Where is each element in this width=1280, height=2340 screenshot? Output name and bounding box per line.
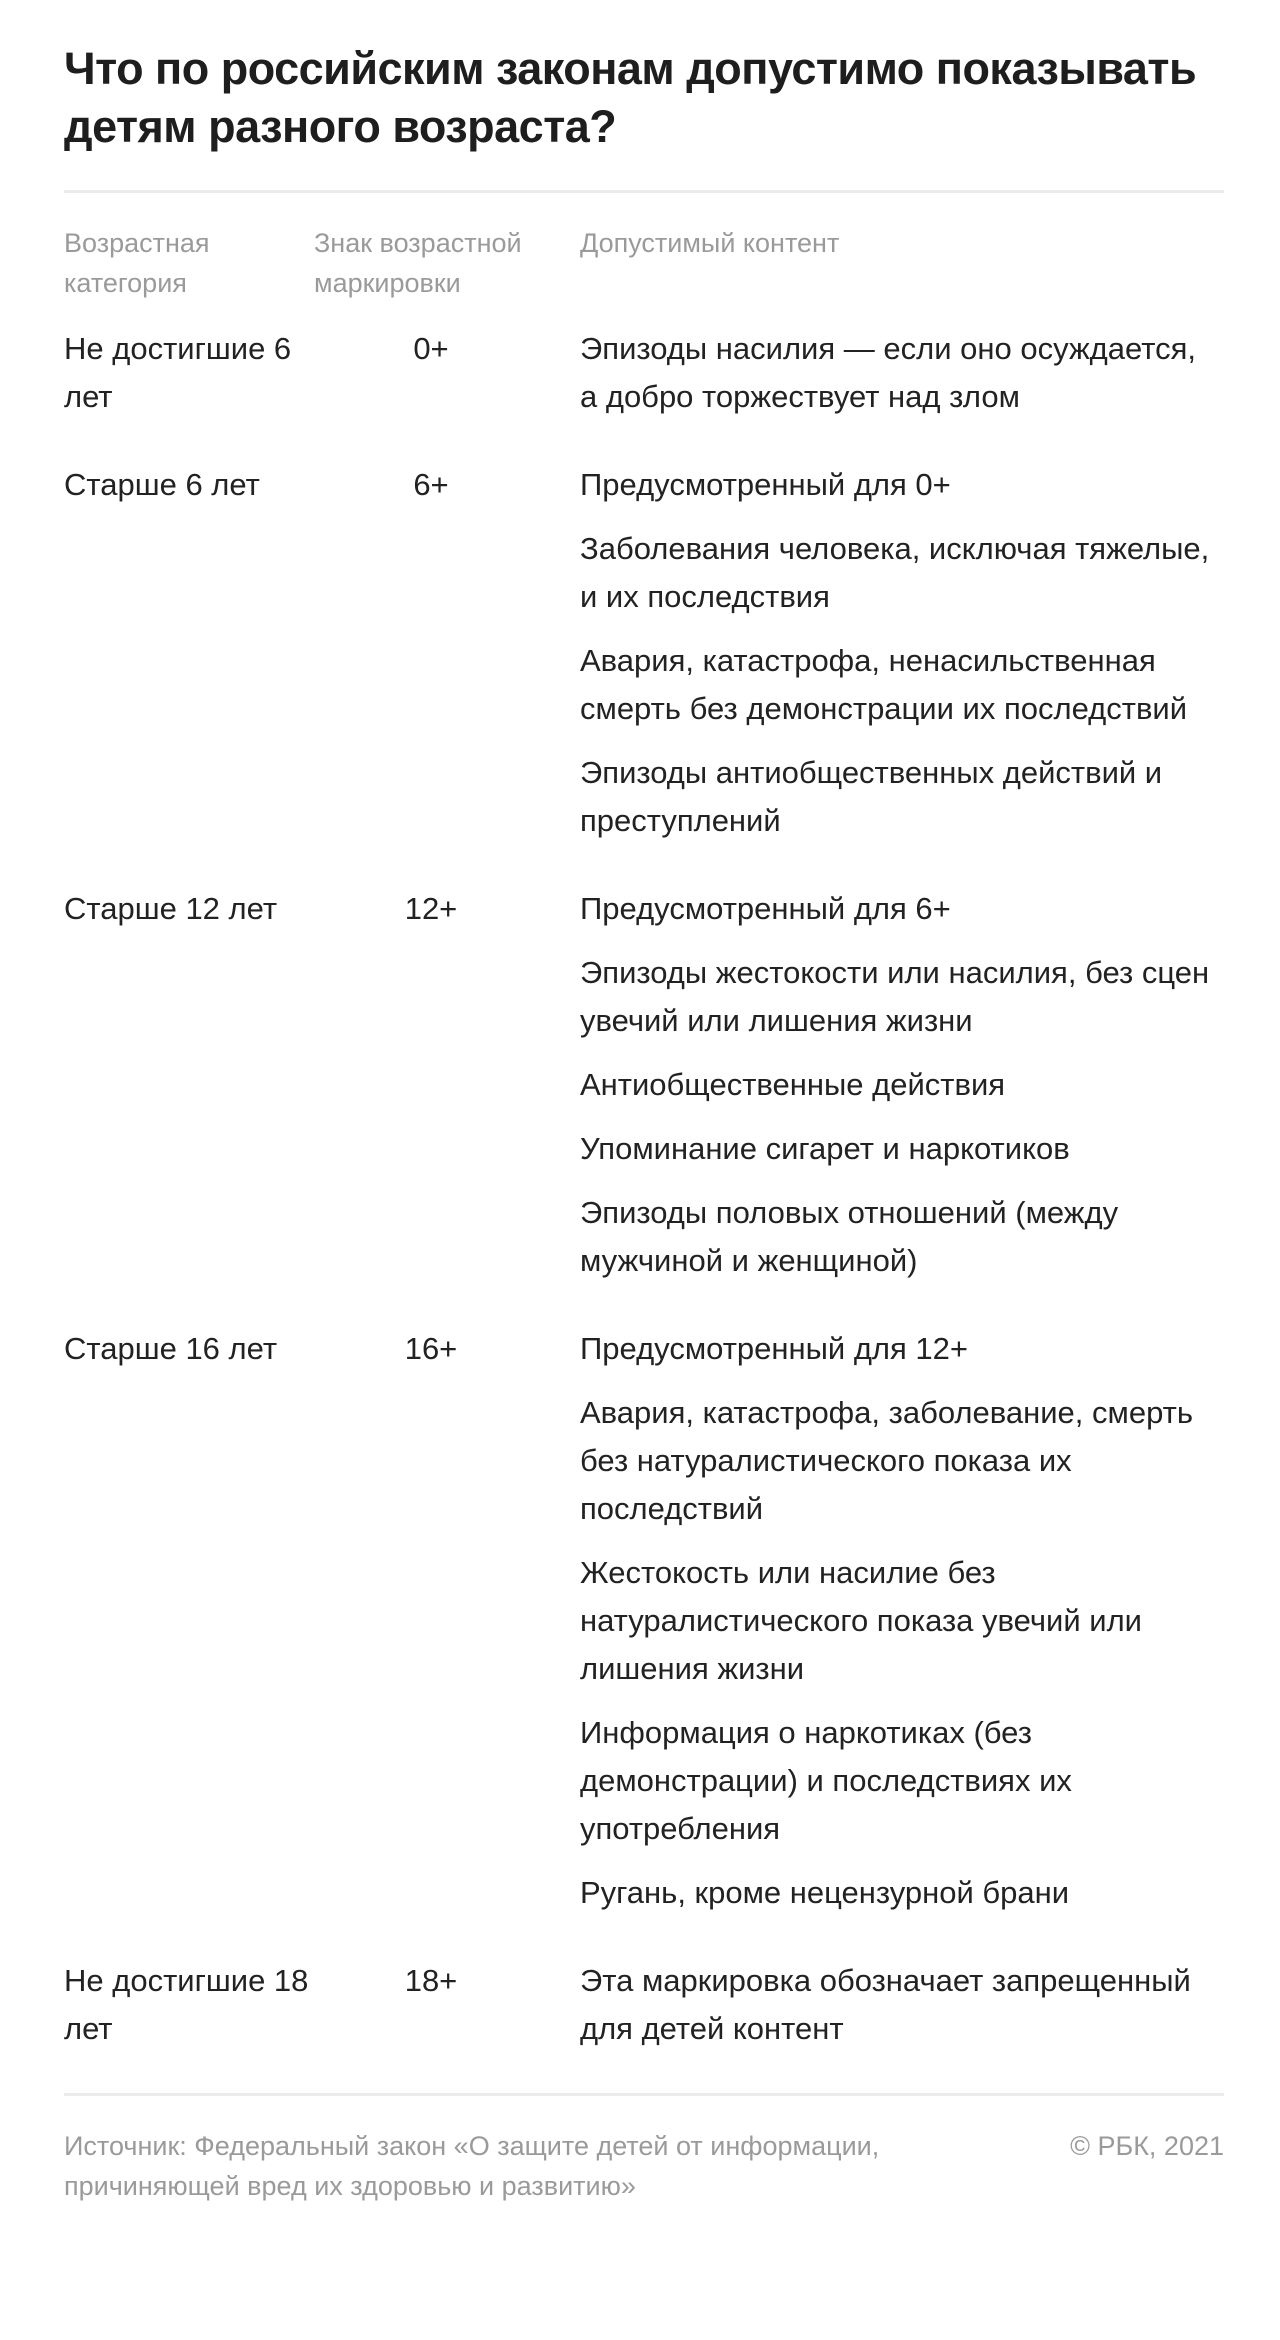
content-item: Антиобщественные действия <box>580 1067 1006 1102</box>
age-mark: 0+ <box>413 331 449 366</box>
age-category: Старше 6 лет <box>64 467 260 502</box>
age-mark: 12+ <box>404 891 458 926</box>
table-row <box>64 1957 1224 2053</box>
content-item: Эпизоды антиобщественных действий и преступлений <box>580 755 1163 838</box>
allowed-content <box>580 461 1224 845</box>
content-item: Предусмотренный для 6+ <box>580 891 951 926</box>
table-body <box>64 325 1224 2053</box>
header-divider <box>64 190 1224 193</box>
table-row <box>64 461 1224 845</box>
footer-divider <box>64 2093 1224 2096</box>
age-mark: 16+ <box>404 1331 458 1366</box>
age-category: Не достигшие 6 лет <box>64 331 292 414</box>
table-row <box>64 885 1224 1285</box>
header-mark: Знак возрастной маркировки <box>314 228 522 298</box>
age-mark: 6+ <box>413 467 449 502</box>
content-item: Предусмотренный для 12+ <box>580 1331 968 1366</box>
copyright: © РБК, 2021 <box>1070 2131 1224 2161</box>
content-item: Авария, катастрофа, заболевание, смерть без натуралистического показа их последствий <box>580 1395 1193 1526</box>
content-item: Информация о наркотиках (без демонстрации) и последствиях их употребления <box>580 1715 1072 1846</box>
age-category: Старше 12 лет <box>64 891 278 926</box>
content-item: Ругань, кроме нецензурной брани <box>580 1875 1070 1910</box>
age-category: Не достигшие 18 лет <box>64 1963 309 2046</box>
content-item: Эпизоды насилия — если оно осуждается, а добро торжествует над злом <box>580 331 1196 414</box>
table-header <box>64 223 1224 303</box>
page-title: Что по российским законам допустимо показывать детям разного возраста? <box>64 43 1197 152</box>
table-row <box>64 325 1224 421</box>
footer <box>64 2126 1224 2206</box>
content-item: Эта маркировка обозначает запрещенный для детей контент <box>580 1963 1191 2046</box>
header-category: Возрастная категория <box>64 228 210 298</box>
content-item: Эпизоды жестокости или насилия, без сцен увечий или лишения жизни <box>580 955 1210 1038</box>
source-note: Источник: Федеральный закон «О защите детей от информации, причиняющей вред их здоровью и развитию» <box>64 2131 880 2201</box>
age-category: Старше 16 лет <box>64 1331 278 1366</box>
infographic <box>64 0 1224 2206</box>
content-item: Эпизоды половых отношений (между мужчиной и женщиной) <box>580 1195 1119 1278</box>
table-row <box>64 1325 1224 1917</box>
header-content: Допустимый контент <box>580 228 840 258</box>
content-item: Заболевания человека, исключая тяжелые, и их последствия <box>580 531 1210 614</box>
content-item: Предусмотренный для 0+ <box>580 467 951 502</box>
content-item: Авария, катастрофа, ненасильственная смерть без демонстрации их последствий <box>580 643 1188 726</box>
content-item: Жестокость или насилие без натуралистического показа увечий или лишения жизни <box>580 1555 1142 1686</box>
allowed-content <box>580 1325 1224 1917</box>
allowed-content <box>580 1957 1224 2053</box>
allowed-content <box>580 885 1224 1285</box>
allowed-content <box>580 325 1224 421</box>
content-item: Упоминание сигарет и наркотиков <box>580 1131 1070 1166</box>
age-mark: 18+ <box>404 1963 458 1998</box>
